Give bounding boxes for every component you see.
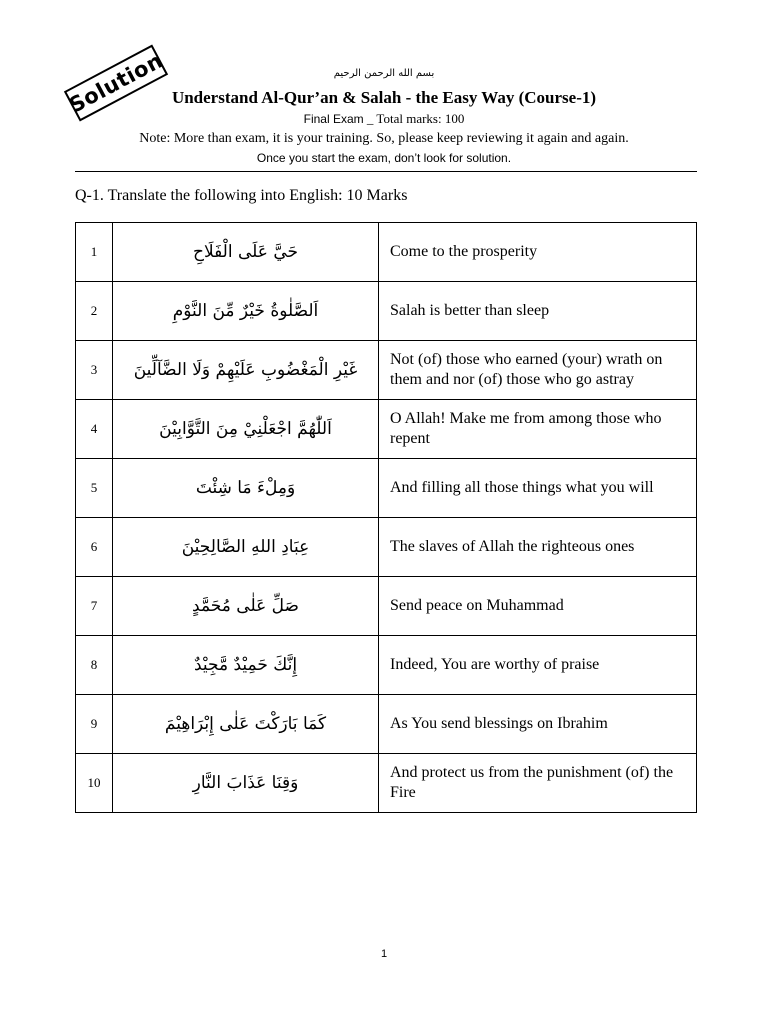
table-row [76, 282, 697, 341]
english-translation: And protect us from the punishment (of) the Fire [379, 754, 697, 813]
exam-subtitle [0, 111, 768, 127]
row-number: 7 [76, 577, 113, 636]
row-number: 4 [76, 400, 113, 459]
english-translation: Come to the prosperity [379, 223, 697, 282]
english-translation: Send peace on Muhammad [379, 577, 697, 636]
english-translation: As You send blessings on Ibrahim [379, 695, 697, 754]
instruction-text: Once you start the exam, don’t look for solution. [256, 151, 512, 165]
english-translation: Salah is better than sleep [379, 282, 697, 341]
arabic-text: عِبَادِ اللهِ الصَّالِحِيْنَ [113, 518, 379, 577]
note-text: Note: More than exam, it is your training. So, please keep reviewing it again and again. [139, 131, 629, 146]
row-number: 6 [76, 518, 113, 577]
table-row [76, 518, 697, 577]
arabic-text: اَلصَّلٰوةُ خَيْرٌ مِّنَ النَّوْمِ [113, 282, 379, 341]
arabic-text: اَللّٰهُمَّ اجْعَلْنِيْ مِنَ التَّوَّابِيْنَ [113, 400, 379, 459]
row-number: 8 [76, 636, 113, 695]
solution-stamp: Solution [64, 45, 168, 122]
table-row [76, 341, 697, 400]
total-marks: _ Total marks: 100 [363, 111, 465, 126]
row-number: 1 [76, 223, 113, 282]
arabic-text: حَيَّ عَلَى الْفَلَاحِ [113, 223, 379, 282]
arabic-text: إِنَّكَ حَمِيْدٌ مَّجِيْدٌ [113, 636, 379, 695]
row-number: 2 [76, 282, 113, 341]
row-number: 10 [76, 754, 113, 813]
table-row [76, 577, 697, 636]
basmala: بسم الله الرحمن الرحيم [333, 68, 435, 79]
english-translation: Indeed, You are worthy of praise [379, 636, 697, 695]
english-translation: And filling all those things what you will [379, 459, 697, 518]
page-title: Understand Al-Qur’an & Salah - the Easy Way (Course-1) [171, 88, 597, 107]
table-row [76, 400, 697, 459]
english-translation: Not (of) those who earned (your) wrath on them and nor (of) those who go astray [379, 341, 697, 400]
row-number: 9 [76, 695, 113, 754]
arabic-text: وَقِنَا عَذَابَ النَّارِ [113, 754, 379, 813]
row-number: 5 [76, 459, 113, 518]
arabic-text: كَمَا بَارَكْتَ عَلٰى إِبْرَاهِيْمَ [113, 695, 379, 754]
english-translation: The slaves of Allah the righteous ones [379, 518, 697, 577]
arabic-text: وَمِلْءَ مَا شِئْتَ [113, 459, 379, 518]
header-divider [75, 171, 697, 172]
page-number: 1 [380, 948, 388, 960]
table-row [76, 754, 697, 813]
table-row [76, 636, 697, 695]
arabic-text: صَلِّ عَلٰى مُحَمَّدٍ [113, 577, 379, 636]
table-row [76, 223, 697, 282]
english-translation: O Allah! Make me from among those who repent [379, 400, 697, 459]
table-row [76, 695, 697, 754]
table-row [76, 459, 697, 518]
arabic-text: غَيْرِ الْمَغْضُوبِ عَلَيْهِمْ وَلَا الضَّآلِّينَ [113, 341, 379, 400]
exam-label: Final Exam [303, 112, 364, 126]
row-number: 3 [76, 341, 113, 400]
question-heading: Q-1. Translate the following into English: 10 Marks [75, 187, 408, 204]
translation-table [75, 222, 697, 813]
